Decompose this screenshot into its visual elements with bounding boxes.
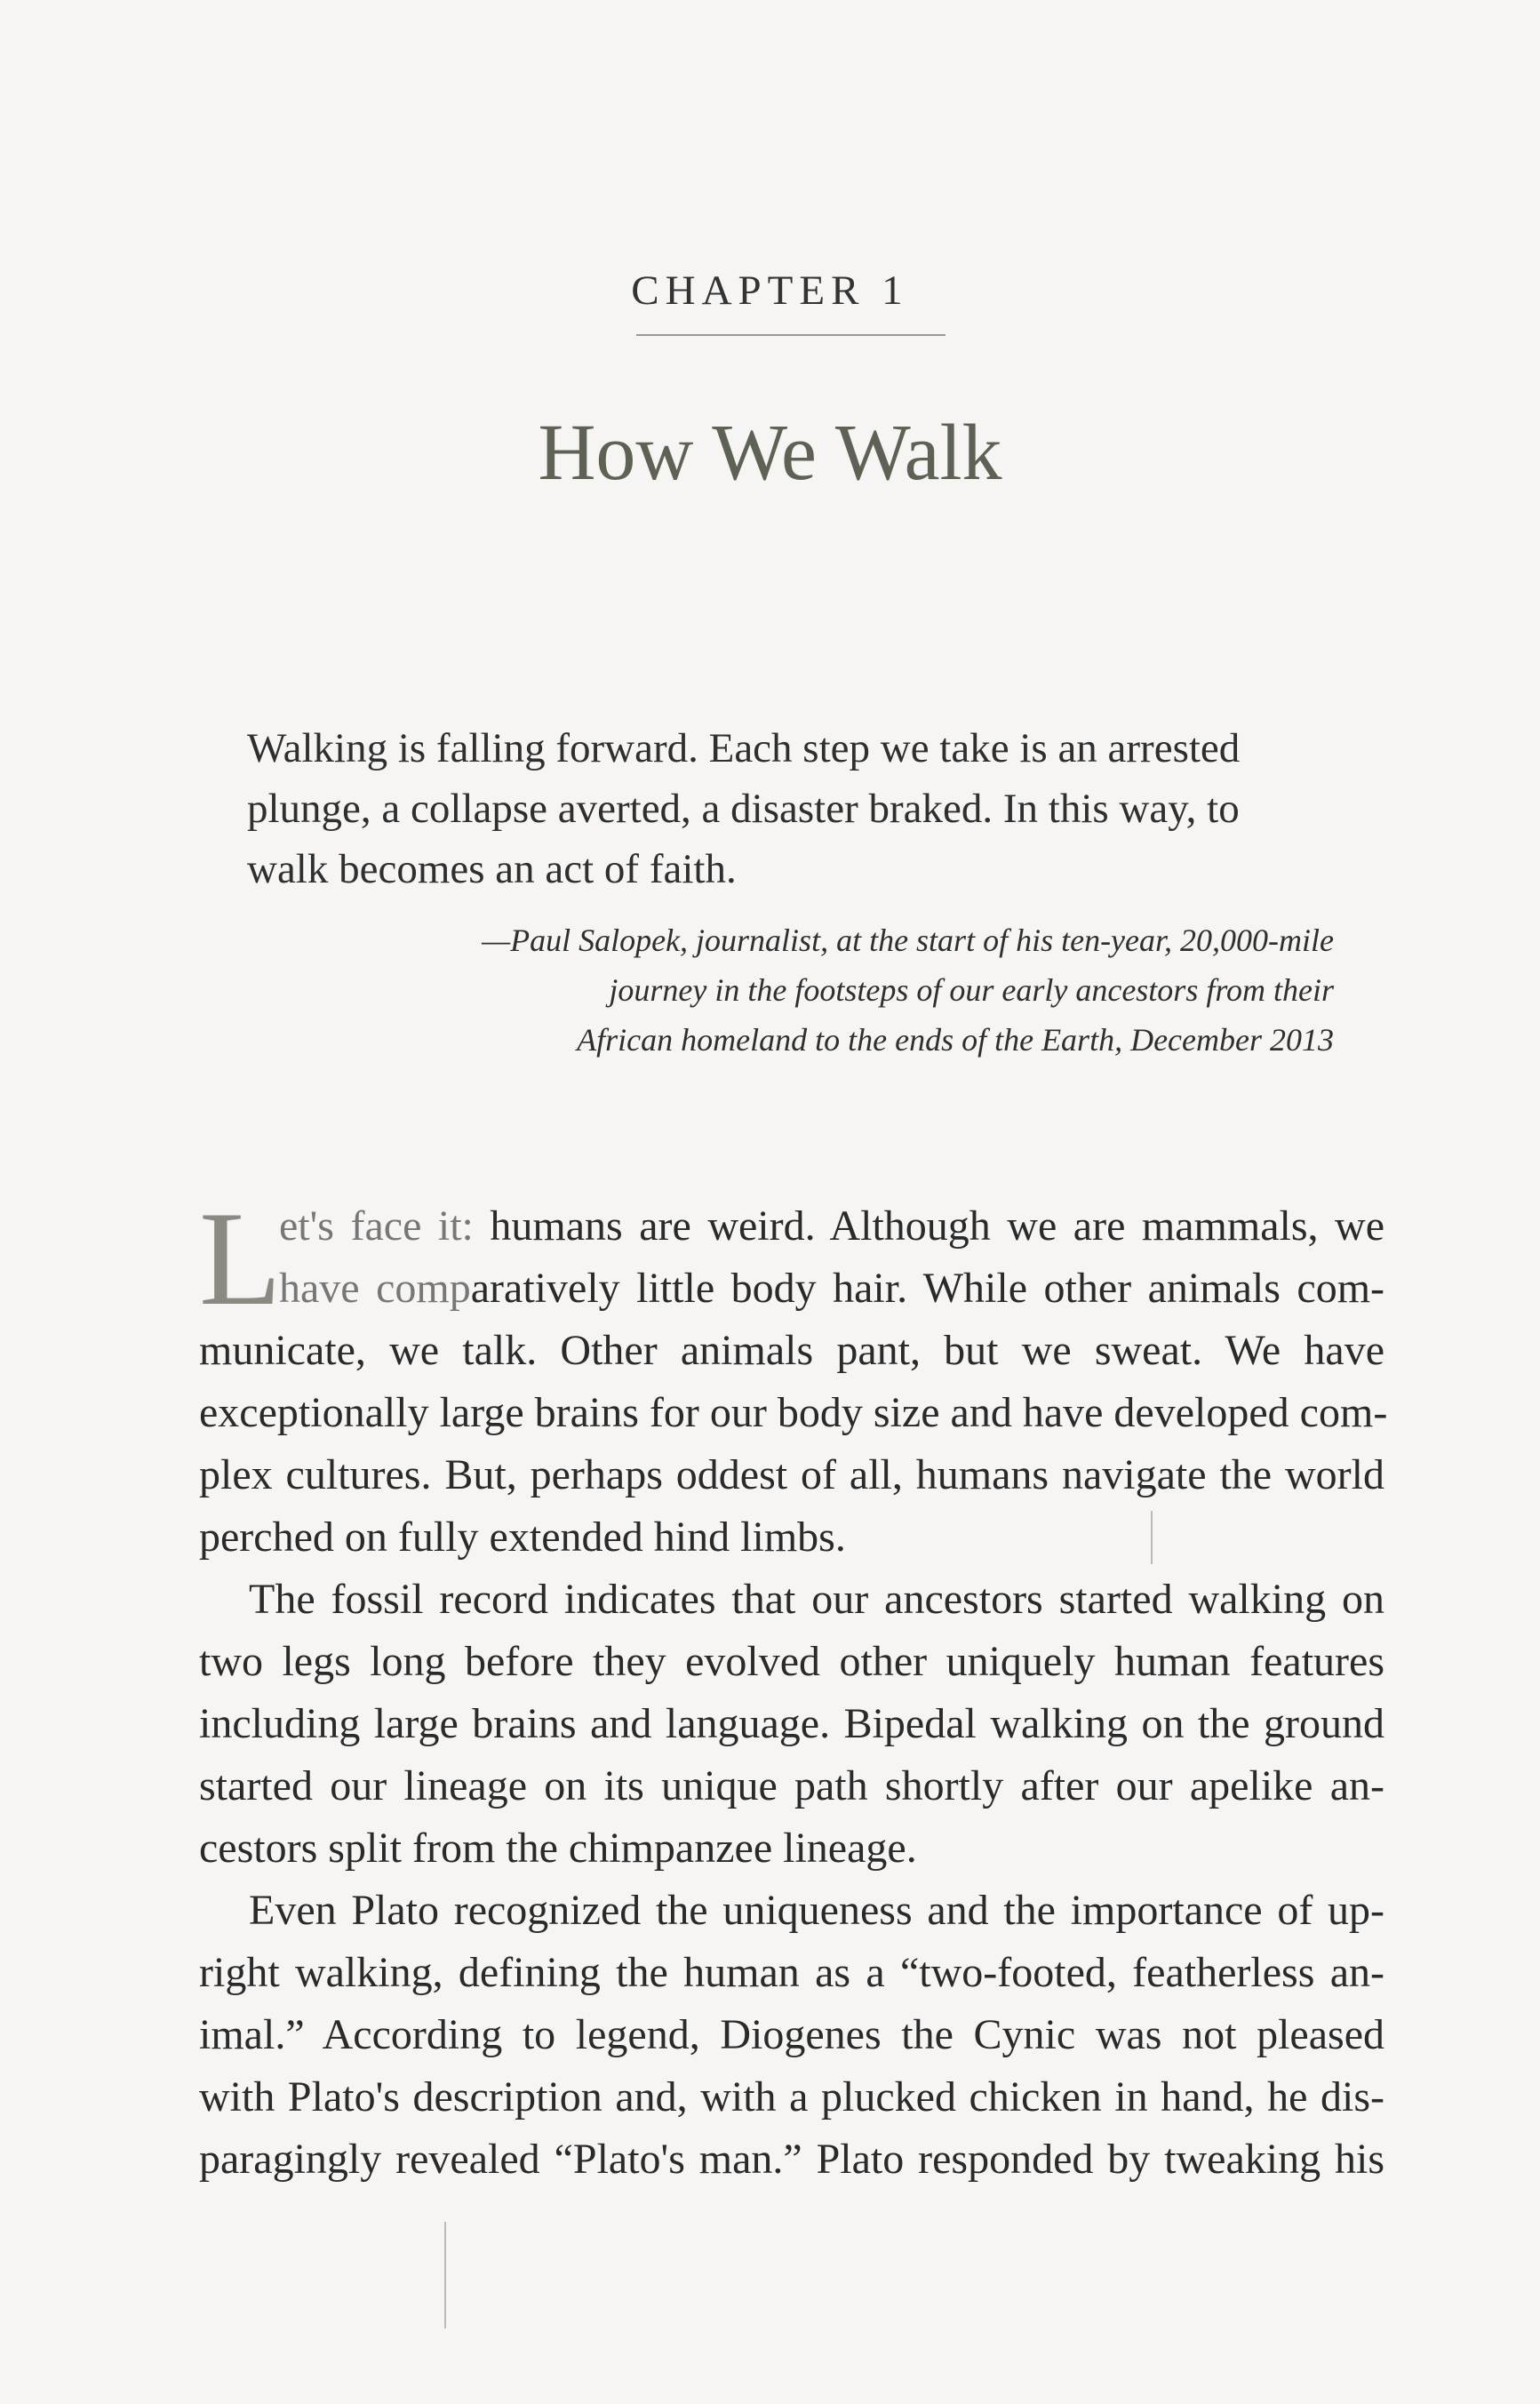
body-line: two legs long before they evolved other uniquely human features xyxy=(199,1638,1384,1685)
epigraph-line: Walking is falling forward. Each step we take is an arrested xyxy=(247,725,1241,771)
epigraph-line: plunge, a collapse averted, a disaster braked. In this way, to xyxy=(247,786,1240,832)
epigraph-attribution xyxy=(179,915,1334,1065)
body-line xyxy=(199,1195,1384,1258)
chapter-title: How We Walk xyxy=(538,409,1002,497)
body-line: started our lineage on its unique path shortly after our apelike an- xyxy=(199,1762,1384,1809)
body-line-text: humans are weird. Although we are mammals, we xyxy=(473,1202,1384,1250)
drop-cap: L xyxy=(199,1184,282,1333)
body-line: municate, we talk. Other animals pant, but we sweat. We have xyxy=(199,1327,1384,1374)
body-line: including large brains and language. Bipedal walking on the ground xyxy=(199,1700,1384,1747)
attribution-line: —Paul Salopek, journalist, at the start of his ten-year, 20,000-mile xyxy=(482,922,1334,958)
epigraph xyxy=(247,718,1349,899)
attribution-line: African homeland to the ends of the Earth, December 2013 xyxy=(577,1022,1334,1058)
body-line: right walking, defining the human as a “two-footed, featherless an- xyxy=(199,1949,1384,1996)
body-line-text: aratively little body hair. While other animals com- xyxy=(470,1265,1385,1312)
scan-mark xyxy=(444,2222,446,2328)
body-line: perched on fully extended hind limbs. xyxy=(199,1513,846,1561)
body-line: plex cultures. But, perhaps oddest of all, humans navigate the world xyxy=(199,1451,1384,1498)
epigraph-line: walk becomes an act of faith. xyxy=(247,846,737,892)
body-line: with Plato's description and, with a plucked chicken in hand, he dis- xyxy=(199,2073,1384,2120)
body-line: cestors split from the chimpanzee lineage. xyxy=(199,1825,917,1872)
chapter-rule xyxy=(636,334,946,336)
body-line: Even Plato recognized the uniqueness and the importance of up- xyxy=(249,1887,1384,1934)
chapter-label: CHAPTER 1 xyxy=(631,268,909,314)
dropcap-lead-text: et's face it: xyxy=(279,1202,474,1250)
body-line: exceptionally large brains for our body size and have developed com- xyxy=(199,1389,1388,1436)
body-line xyxy=(199,1258,1384,1320)
scan-mark xyxy=(1151,1511,1153,1564)
dropcap-lead-text: have comp xyxy=(279,1265,471,1312)
body-line: imal.” According to legend, Diogenes the Cynic was not pleased xyxy=(199,2011,1384,2058)
body-line: paragingly revealed “Plato's man.” Plato responded by tweaking his xyxy=(199,2136,1384,2183)
attribution-line: journey in the footsteps of our early ancestors from their xyxy=(609,972,1334,1008)
body-line: The fossil record indicates that our ancestors started walking on xyxy=(249,1576,1384,1623)
body-text xyxy=(199,1195,1388,2191)
